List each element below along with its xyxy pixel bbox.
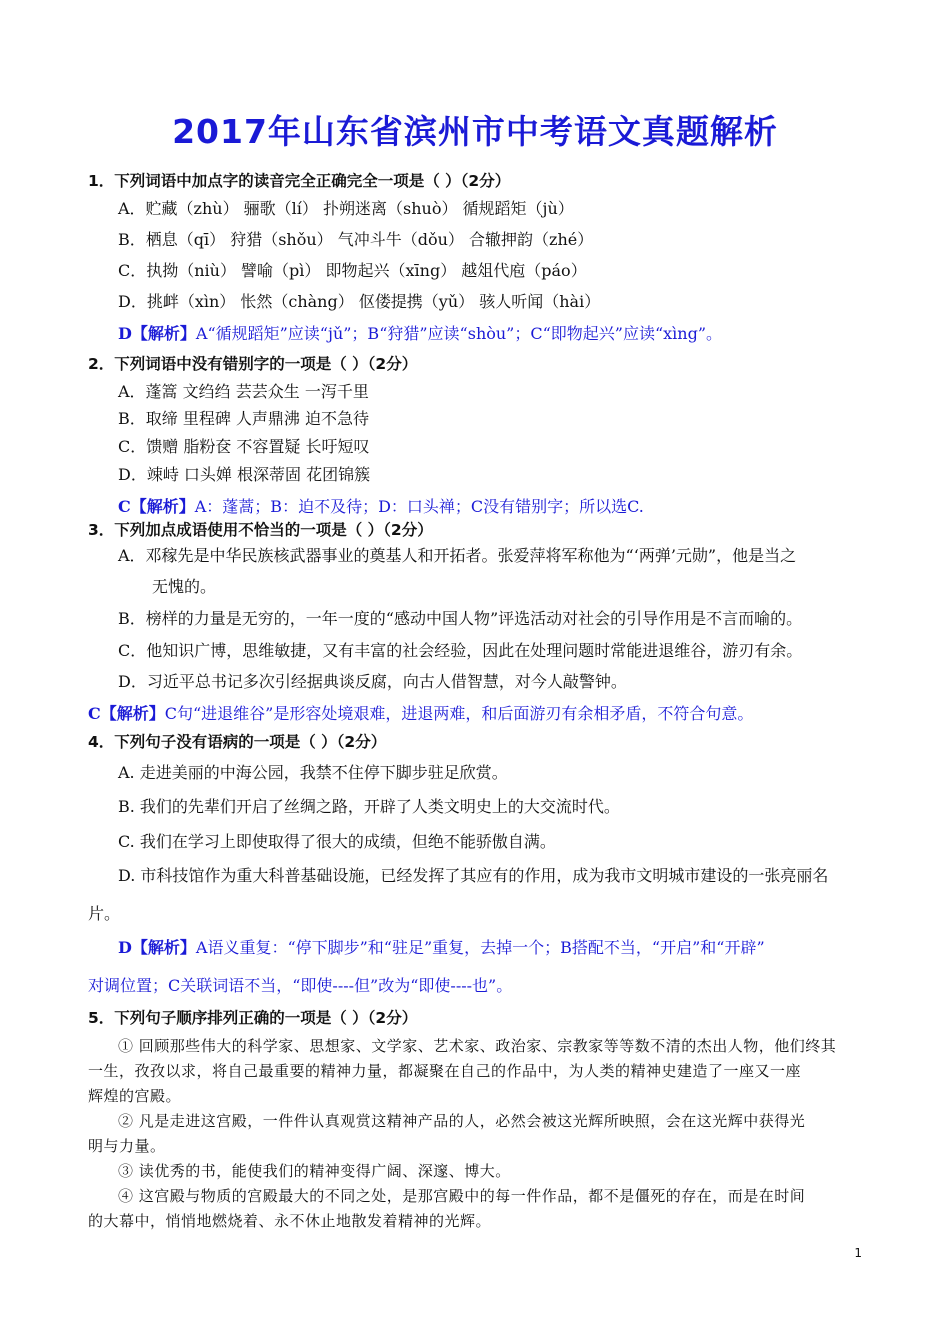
answer-explanation: A语义重复：“停下脚步”和“驻足”重复，去掉一个；B搭配不当，“开启”和“开辟” [195,938,765,957]
answer-explanation: A：蓬蒿；B：迫不及待；D：口头禅；C没有错别字；所以选C. [194,497,644,516]
page-number: 1 [854,1246,862,1260]
passage-sentence-1: ① 回顾那些伟大的科学家、思想家、文学家、艺术家、政治家、宗教家等等数不清的杰出人物，他们终其 [118,1037,837,1055]
question-4-option-d: D. 市科技馆作为重大科普基础设施，已经发挥了其应有的作用，成为我市文明城市建设的一张亮丽名 [118,866,829,885]
question-2-option-a: A．蓬篙 文绉绉 芸芸众生 一泻千里 [118,382,369,401]
question-3-option-c: C．他知识广博，思维敏捷，又有丰富的社会经验，因此在处理问题时常能进退维谷，游刃有余。 [118,641,803,660]
question-3-option-d: D．习近平总书记多次引经据典谈反腐，向古人借智慧，对今人敲警钟。 [118,672,627,691]
question-4-option-c: C. 我们在学习上即使取得了很大的成绩，但绝不能骄傲自满。 [118,832,556,851]
answer-key: C【解析】 [88,704,165,723]
answer-key: D【解析】 [118,324,196,343]
passage-sentence-1-cont: 辉煌的宫殿。 [88,1087,182,1105]
question-4-stem: 4．下列句子没有语病的一项是（ ）（2分） [88,733,387,751]
passage-sentence-4: ④ 这宫殿与物质的宫殿最大的不同之处，是那宫殿中的每一件作品，都不是僵死的存在，而是在时间 [118,1187,806,1205]
passage-sentence-2: ② 凡是走进这宫殿，一件件认真观赏这精神产品的人，必然会被这光辉所映照，会在这光辉中获得光 [118,1112,806,1130]
question-3-option-b: B．榜样的力量是无穷的，一年一度的“感动中国人物”评选活动对社会的引导作用是不言而喻的。 [118,609,803,628]
passage-sentence-4-cont: 的大幕中，悄悄地燃烧着、永不休止地散发着精神的光辉。 [88,1212,492,1230]
question-2-option-b: B．取缔 里程碑 人声鼎沸 迫不急待 [118,409,370,428]
question-1-option-c: C．执拗（niù） 譬喻（pì） 即物起兴（xīng） 越俎代庖（páo） [118,261,587,280]
question-4-option-a: A. 走进美丽的中海公园，我禁不住停下脚步驻足欣赏。 [118,763,508,782]
question-3-stem: 3．下列加点成语使用不恰当的一项是（ ）（2分） [88,521,433,539]
question-1-option-b: B．栖息（qī） 狩猎（shǒu） 气冲斗牛（dǒu） 合辙押韵（zhé） [118,230,594,249]
question-1-option-a: A．贮藏（zhù） 骊歌（lí） 扑朔迷离（shuò） 循规蹈矩（jù） [118,199,574,218]
question-3-option-a-cont: 无愧的。 [152,577,217,596]
answer-key: D【解析】 [118,938,196,957]
question-2-answer [118,497,644,517]
answer-explanation: A“循规蹈矩”应读“jǔ”；B“狩猎”应读“shòu”；C“即物起兴”应读“xìng”。 [195,324,723,343]
question-1-option-d: D．挑衅（xìn） 怅然（chàng） 伛偻提携（yǔ） 骇人听闻（hài） [118,292,601,311]
question-2-option-c: C．馈赠 脂粉奁 不容置疑 长吁短叹 [118,437,370,456]
question-2-option-d: D．竦峙 口头婵 根深蒂固 花团锦簇 [118,465,371,484]
question-4-answer-cont: 对调位置；C关联词语不当，“即使----但”改为“即使----也”。 [88,976,513,995]
passage-sentence-2-cont: 明与力量。 [88,1137,166,1155]
question-1-answer [118,324,722,344]
question-4-answer [118,938,765,958]
answer-key: C【解析】 [118,497,195,516]
question-4-option-d-cont: 片。 [88,904,121,923]
question-3-answer [88,704,753,724]
passage-sentence-3: ③ 读优秀的书，能使我们的精神变得广阔、深邃、博大。 [118,1162,511,1180]
question-5-stem: 5．下列句子顺序排列正确的一项是（ ）（2分） [88,1009,418,1027]
question-4-option-b: B. 我们的先辈们开启了丝绸之路，开辟了人类文明史上的大交流时代。 [118,797,620,816]
page-title: 2017年山东省滨州市中考语文真题解析 [172,112,778,151]
question-3-option-a: A．邓稼先是中华民族核武器事业的奠基人和开拓者。张爱萍将军称他为“‘两弹’元勋”，他是当之 [118,546,797,565]
answer-explanation: C句“进退维谷”是形容处境艰难，进退两难，和后面游刃有余相矛盾，不符合句意。 [164,704,754,723]
question-1-stem: 1．下列词语中加点字的读音完全正确完全一项是（ ）（2分） [88,172,511,190]
passage-sentence-1-cont: 一生，孜孜以求，将自己最重要的精神力量，都凝聚在自己的作品中，为人类的精神史建造了一座又一座 [88,1062,802,1080]
question-2-stem: 2．下列词语中没有错别字的一项是（ ）（2分） [88,355,418,373]
